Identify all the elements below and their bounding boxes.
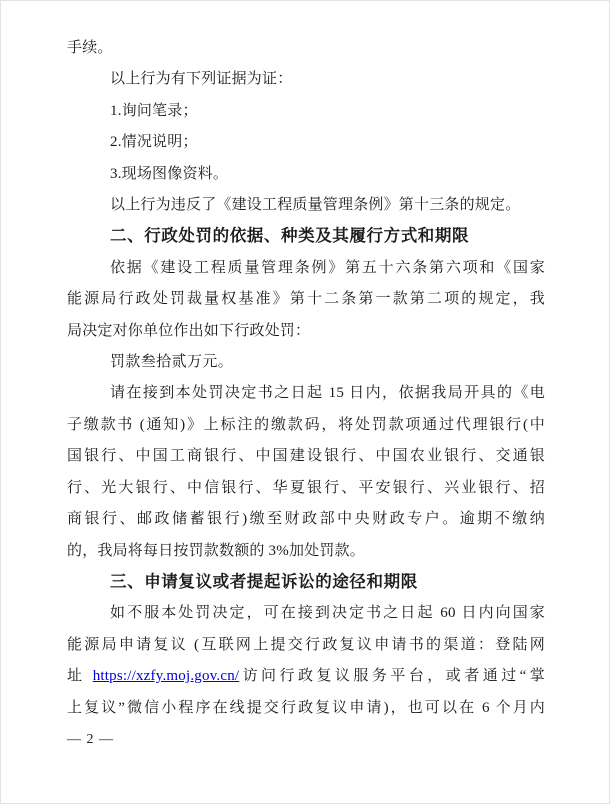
section-heading-3: 三、申请复议或者提起诉讼的途径和期限 [110,572,418,591]
doc-line-with-link [67,661,545,692]
evidence-intro-line: 以上行为有下列证据为证： [110,71,293,88]
doc-line: 子缴款书 (通知)》上标注的缴款码，将处罚款项通过代理银行(中 [67,416,545,433]
violation-statement-line: 以上行为违反了《建设工程质量管理条例》第十三条的规定。 [110,197,521,214]
footer-page-number: — 2 — [67,731,114,747]
review-platform-link[interactable]: https://xzfy.moj.gov.cn/ [92,668,240,685]
link-line-prefix: 址 [67,668,93,685]
penalty-amount-line: 罚款叁拾贰万元。 [110,354,234,371]
evidence-item-2: 2.情况说明； [110,134,198,151]
doc-line-continuation: 手续。 [67,40,113,56]
doc-line: 依据《建设工程质量管理条例》第五十六条第六项和《国家 [110,259,545,276]
doc-line: 能源局行政处罚裁量权基准》第十二条第一款第二项的规定，我 [67,291,545,308]
evidence-item-1: 1.询问笔录； [110,102,198,119]
evidence-item-3: 3.现场图像资料。 [110,165,229,182]
doc-line: 的，我局将每日按罚款数额的 3%加处罚款。 [67,542,365,559]
doc-line: 上复议”微信小程序在线提交行政复议申请)，也可以在 6 个月内 [67,699,545,716]
doc-line: 局决定对你单位作出如下行政处罚： [67,322,311,339]
doc-line: 行、光大银行、中信银行、华夏银行、平安银行、兴业银行、招 [67,479,545,496]
section-heading-2: 二、行政处罚的依据、种类及其履行方式和期限 [110,227,470,246]
doc-line: 能源局申请复议 (互联网上提交行政复议申请书的渠道：登陆网 [67,636,545,653]
link-line-suffix: 访问行政复议服务平台，或者通过“掌 [239,668,545,685]
doc-line: 国银行、中国工商银行、中国建设银行、中国农业银行、交通银 [67,448,545,465]
doc-line: 如不服本处罚决定，可在接到决定书之日起 60 日内向国家 [110,605,545,622]
doc-line: 商银行、邮政储蓄银行)缴至财政部中央财政专户。逾期不缴纳 [67,511,545,528]
doc-line: 请在接到本处罚决定书之日起 15 日内，依据我局开具的《电 [110,385,545,402]
document-body [1,1,609,755]
